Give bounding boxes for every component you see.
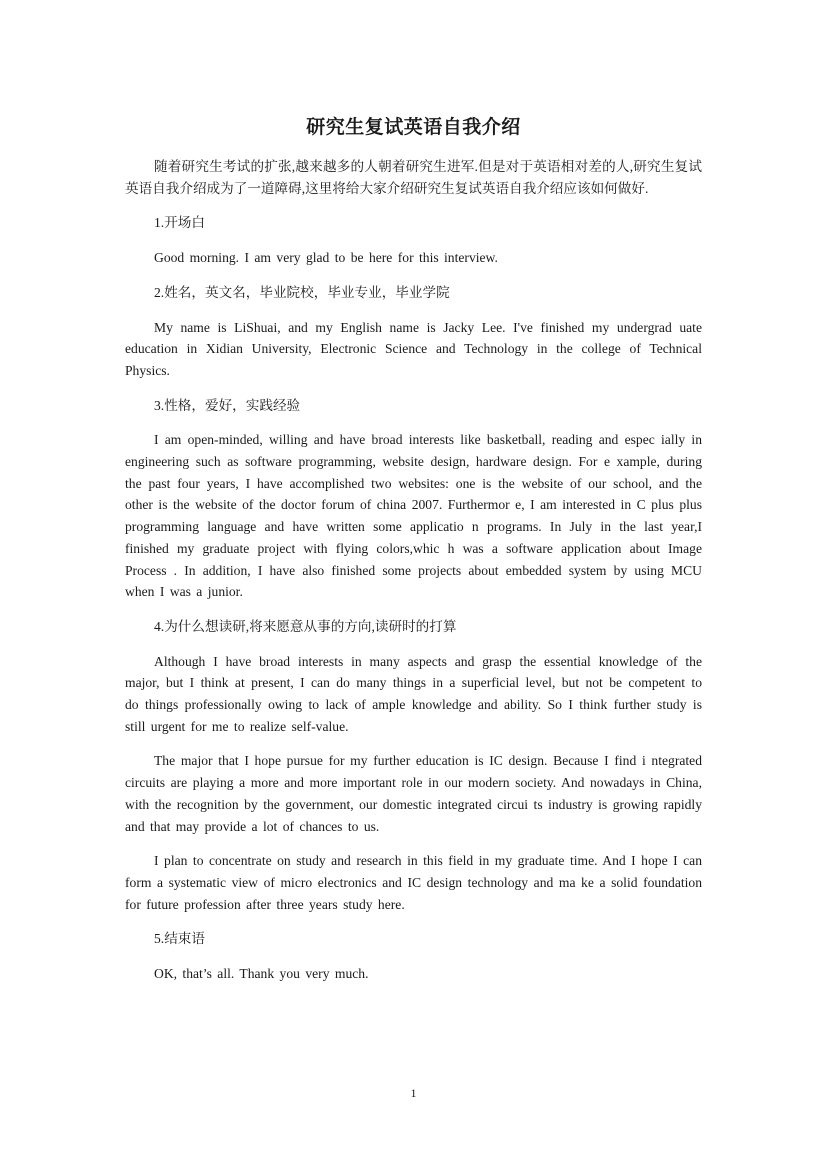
section-heading-personality: 3.性格，爱好，实践经验 — [154, 397, 301, 413]
section-paragraph: Although I have broad interests in many aspects and grasp the essential knowledge of the major, but I think at present, I can do many things in a superficial level, but not be competent to do things professionally owing to lack of ample knowledge and ability. So I think further study is still urgent for me to realize self-value. — [125, 653, 702, 734]
section-paragraph: The major that I hope pursue for my further education is IC design. Because I find i ntegrated circuits are playing a more and more important role in our modern society. And nowadays in China, with the recognition by the government, our domestic integrated circui ts industry is growing rapidly and that may provide a lot of chances to us. — [125, 753, 702, 834]
page-number: 1 — [410, 1086, 417, 1100]
section-heading-personal-info: 2.姓名，英文名，毕业院校，毕业专业，毕业学院 — [154, 284, 450, 300]
document-title: 研究生复试英语自我介绍 — [306, 117, 521, 138]
section-paragraph: I am open-minded, willing and have broad interests like basketball, reading and espec ially in engineering such as software programming, website design, hardware design. For e xample, during the past four years, I have accomplished two websites: one is the website of our school, and the other is the website of the doctor forum of china 2007. Furthermor e, I am interested in C plus plus programming language and have written some applicatio n programs. In July in the last year,I finished my graduate project with flying colors,whic h was a software application about Image Process . In addition, I have also finished some projects about embedded system by using MCU when I was a junior. — [125, 432, 702, 600]
section-paragraph: OK, that’s all. Thank you very much. — [154, 966, 369, 982]
section-paragraph: Good morning. I am very glad to be here for this interview. — [154, 250, 498, 266]
section-paragraph: I plan to concentrate on study and research in this field in my graduate time. And I hope I can form a systematic view of micro electronics and IC design technology and ma ke a solid foundation for future profession after three years study here. — [125, 853, 702, 912]
section-paragraph: My name is LiShuai, and my English name is Jacky Lee. I've finished my undergrad uate education in Xidian University, Electronic Science and Technology in the college of Technical Physics. — [125, 319, 702, 378]
intro-paragraph: 随着研究生考试的扩张,越来越多的人朝着研究生进军.但是对于英语相对差的人,研究生复试英语自我介绍成为了一道障碍,这里将给大家介绍研究生复试英语自我介绍应该如何做好. — [125, 159, 702, 196]
section-heading-opening: 1.开场白 — [154, 215, 205, 231]
section-heading-closing: 5.结束语 — [154, 931, 205, 947]
document-body — [125, 156, 702, 985]
section-heading-motivation: 4.为什么想读研,将来愿意从事的方向,读研时的打算 — [154, 618, 457, 634]
